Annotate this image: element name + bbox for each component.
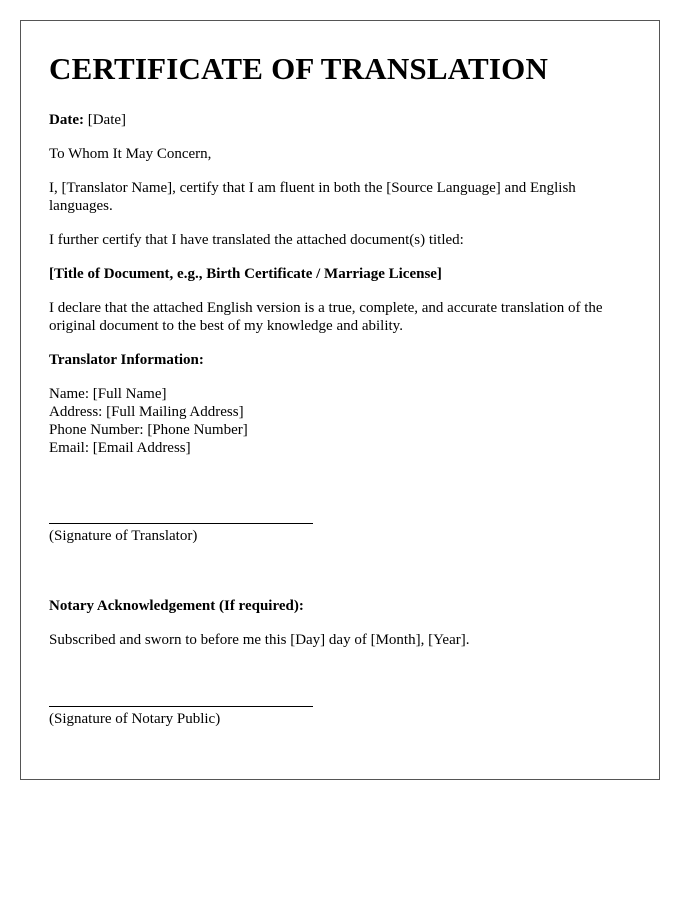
translator-signature-caption: (Signature of Translator): [49, 528, 198, 544]
document-title: [Title of Document, e.g., Birth Certificate / Marriage License]: [49, 266, 442, 282]
translator-address: Address: [Full Mailing Address]: [49, 404, 244, 420]
page-title: CERTIFICATE OF TRANSLATION: [49, 51, 549, 86]
translator-signature-line: [49, 523, 313, 524]
fluency-statement: I, [Translator Name], certify that I am fluent in both the [Source Language] and English languages.: [49, 180, 576, 214]
date-value: [Date]: [87, 112, 127, 128]
notary-heading: Notary Acknowledgement (If required):: [49, 598, 304, 614]
translator-name: Name: [Full Name]: [49, 386, 167, 402]
translator-email: Email: [Email Address]: [49, 440, 191, 456]
translation-statement: I further certify that I have translated the attached document(s) titled:: [49, 232, 464, 248]
certificate-page: [20, 20, 660, 780]
date-label: Date:: [49, 112, 84, 128]
salutation: To Whom It May Concern,: [49, 146, 212, 162]
notary-signature-line: [49, 706, 313, 707]
date-line: [49, 111, 631, 129]
translator-info-heading: Translator Information:: [49, 352, 204, 368]
accuracy-declaration: I declare that the attached English version is a true, complete, and accurate translation of the original document to the best of my knowledge and ability.: [49, 300, 603, 334]
translator-info-block: [49, 385, 631, 457]
notary-signature-caption: (Signature of Notary Public): [49, 711, 221, 727]
translator-phone: Phone Number: [Phone Number]: [49, 422, 248, 438]
notary-statement: Subscribed and sworn to before me this [Day] day of [Month], [Year].: [49, 632, 470, 648]
